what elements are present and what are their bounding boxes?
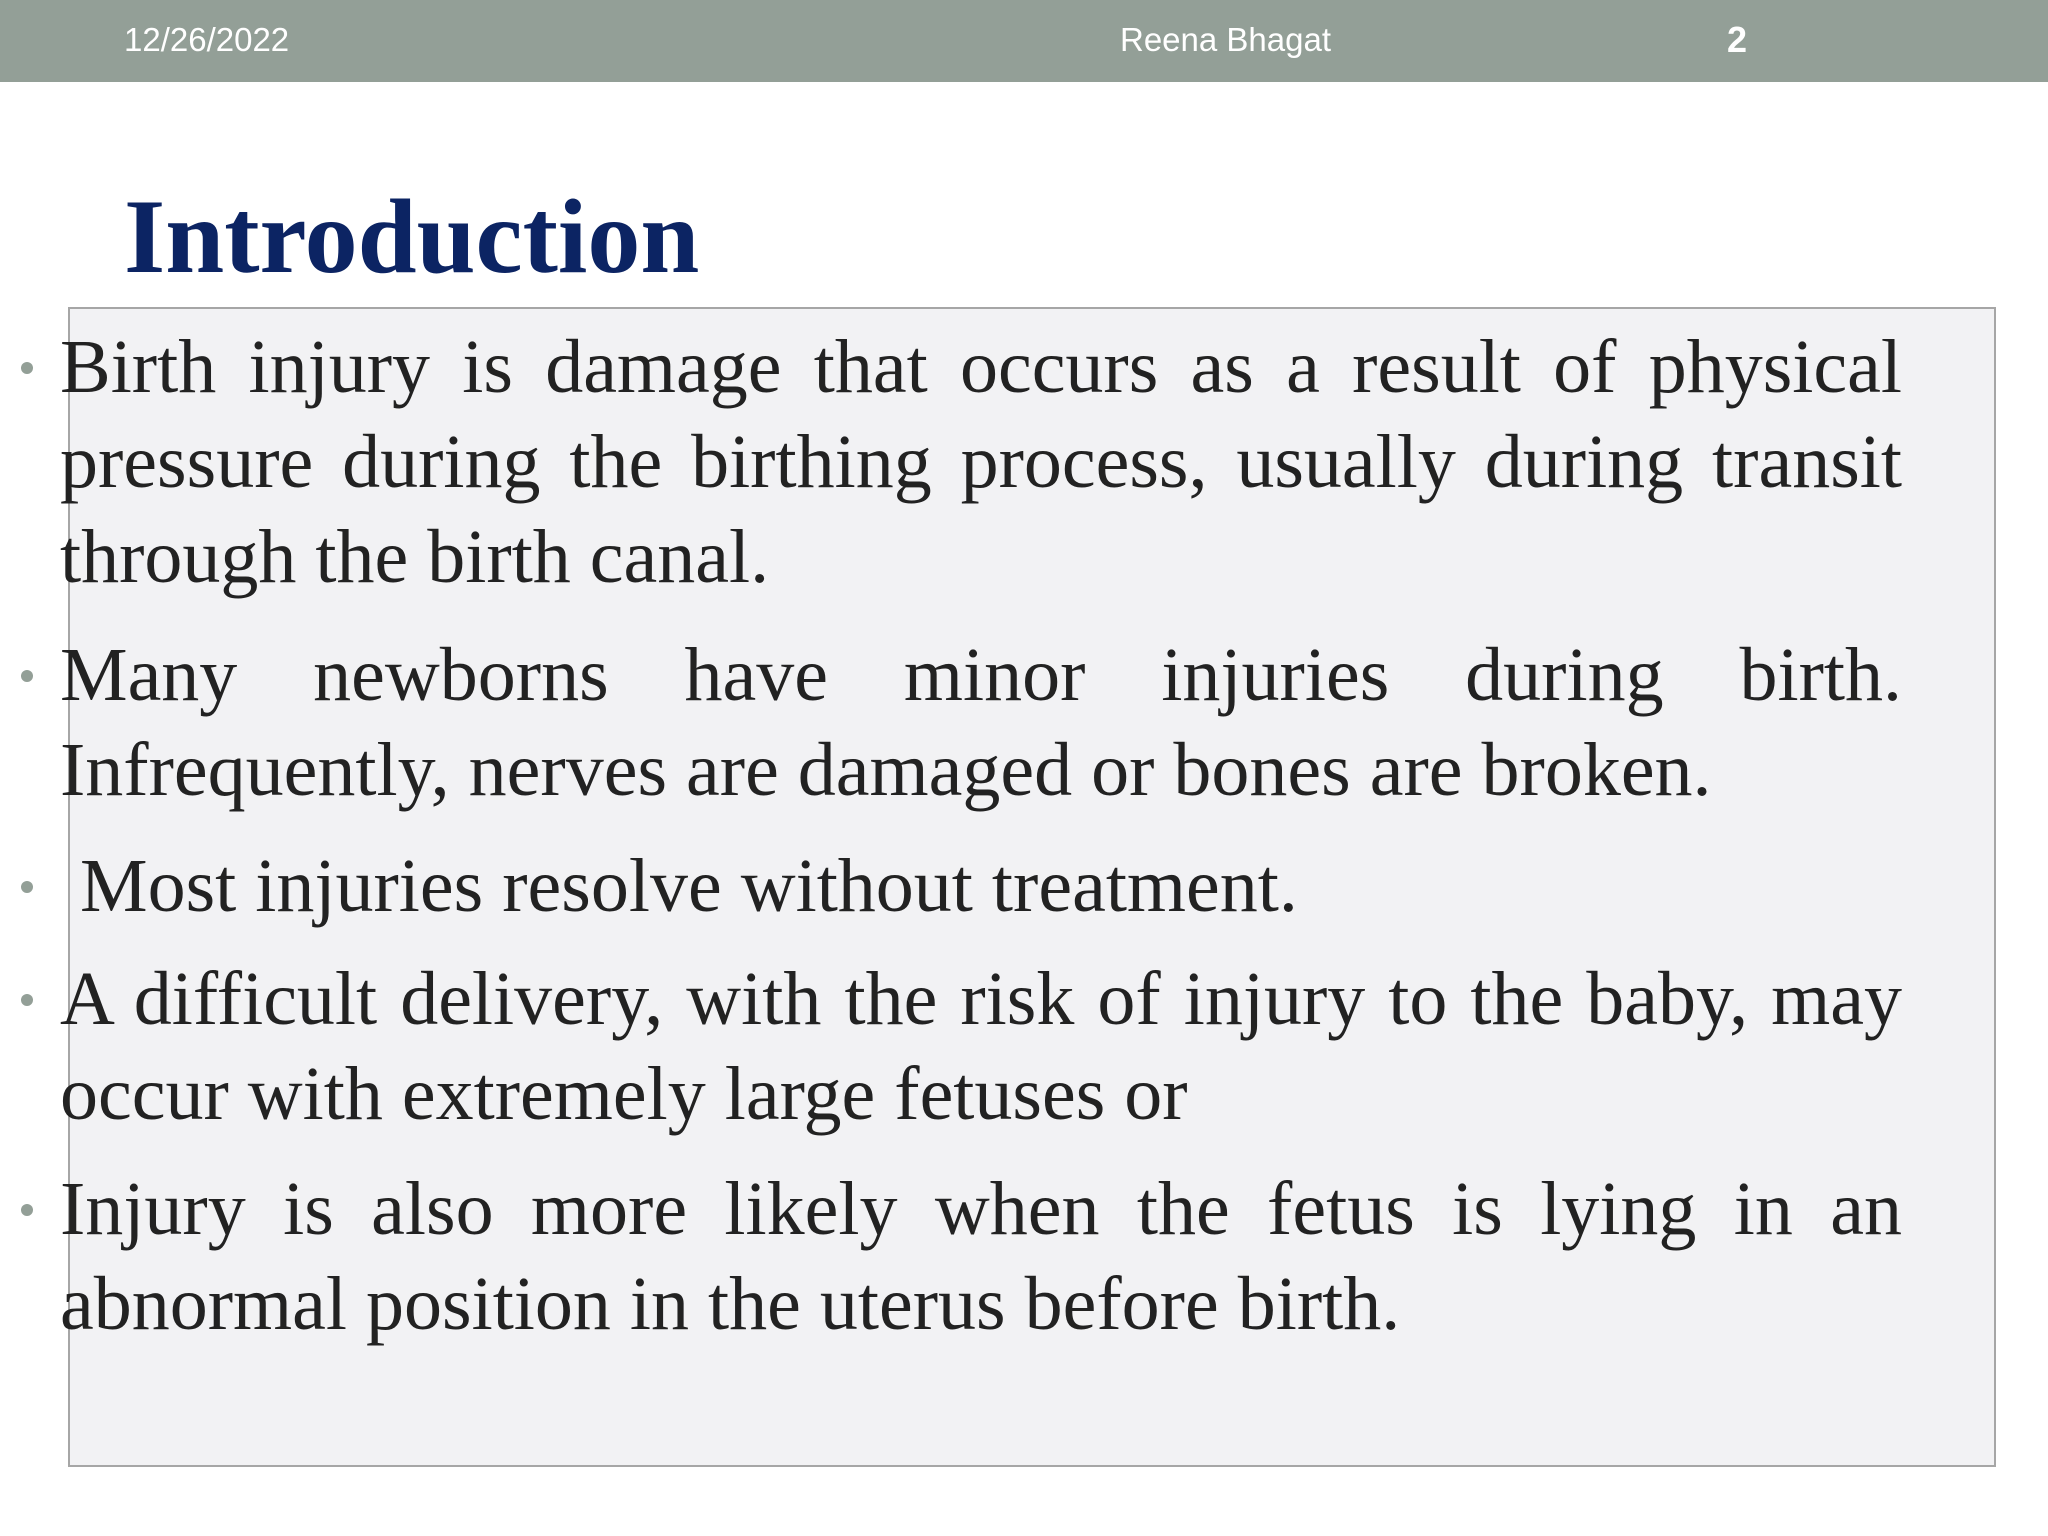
bullet-dot-icon: [21, 994, 33, 1006]
bullet-text: Injury is also more likely when the fetus is lying in an abnormal position in the uterus before birth.: [60, 1167, 1902, 1346]
bullet-item: [60, 952, 1974, 1142]
bullet-dot-icon: [21, 1204, 33, 1216]
bullet-text: A difficult delivery, with the risk of injury to the baby, may occur with extremely large fetuses or: [60, 957, 1902, 1136]
bullet-item: [60, 628, 1974, 818]
bullet-text: Most injuries resolve without treatment.: [80, 844, 1298, 928]
bullet-item: [60, 320, 1974, 605]
page-number: 2: [1727, 19, 1748, 60]
bullet-text: Birth injury is damage that occurs as a result of physical pressure during the birthing process, usually during transit through the birth canal.: [60, 325, 1902, 599]
bullet-dot-icon: [21, 881, 33, 893]
header-date: 12/26/2022: [124, 21, 290, 58]
bullet-item: [60, 1162, 1974, 1352]
bullet-item: [60, 839, 1974, 934]
header-bar: [0, 0, 2048, 82]
slide-title: Introduction: [124, 178, 700, 295]
bullet-dot-icon: [21, 362, 33, 374]
header-author: Reena Bhagat: [1120, 21, 1332, 58]
bullet-dot-icon: [21, 670, 33, 682]
bullet-text: Many newborns have minor injuries during birth. Infrequently, nerves are damaged or bones are broken.: [60, 633, 1902, 812]
